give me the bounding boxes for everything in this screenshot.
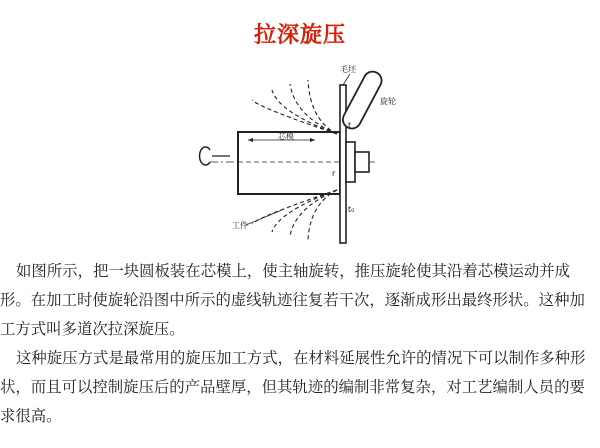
body-text <box>0 257 600 431</box>
spinning-diagram <box>190 50 420 246</box>
workpiece-label: 工件 <box>232 221 248 230</box>
r-label: r <box>332 169 336 178</box>
blank-plate <box>340 85 346 243</box>
rotation-arrow-icon <box>200 147 210 165</box>
page-title: 拉深旋压 <box>253 23 346 48</box>
paragraph-2: 这种旋压方式是最常用的旋压加工方式，在材料延展性允许的情况下可以制作多种形状，而且可以控制旋压后的产品壁厚，但其轨迹的编制非常复杂，对工艺编制人员的要求很高。 <box>0 349 586 425</box>
mandrel-label: 芯模 <box>278 132 294 141</box>
t-label: t <box>348 121 352 130</box>
roller-label: 旋轮 <box>380 97 396 106</box>
t0-label: t₀ <box>348 205 355 214</box>
mandrel <box>238 132 340 194</box>
paragraph-1: 如图所示，把一块圆板装在芯模上，使主轴旋转，推压旋轮使其沿着芯模运动并成形。在加工时使旋轮沿图中所示的虚线轨迹往复若干次，逐渐成形出最终形状。这种加工方式叫多道次拉深旋压。 <box>0 262 585 338</box>
blank-label: 毛坯 <box>340 65 356 74</box>
